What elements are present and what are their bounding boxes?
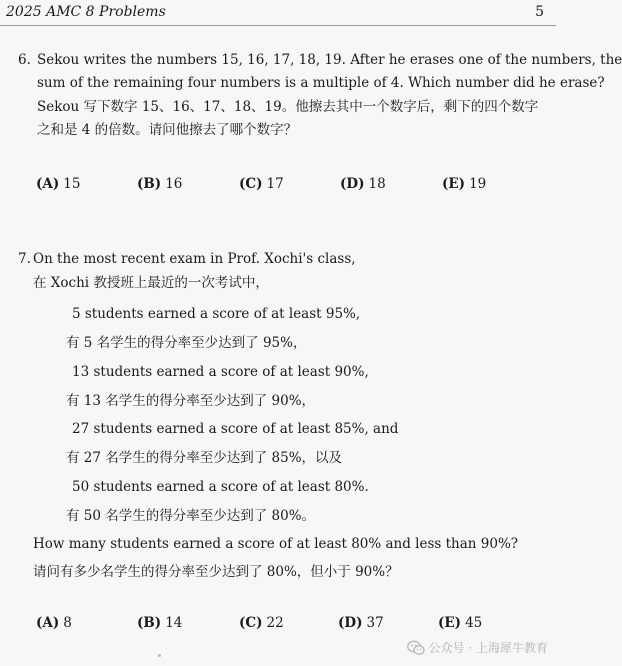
problem-6-text-line-1: Sekou writes the numbers 15, 16, 17, 18, 19. After he erases one of the numbers, the (37, 52, 622, 68)
choice-c: (C) 17 (239, 176, 284, 192)
problem-7-condition-3-zh: 有 27 名学生的得分率至少达到了 85%，以及 (66, 450, 343, 466)
choice-e: (E) 19 (442, 176, 487, 192)
problem-7-condition-2: 13 students earned a score of at least 90%, (72, 364, 369, 380)
problem-7-condition-4-zh: 有 50 名学生的得分率至少达到了 80%。 (66, 508, 316, 524)
problem-7-condition-1-zh: 有 5 名学生的得分率至少达到了 95%， (66, 335, 307, 351)
problem-6-text-line-2: sum of the remaining four numbers is a multiple of 4. Which number did he erase? (37, 75, 605, 91)
problem-7-condition-4: 50 students earned a score of at least 80%. (72, 479, 369, 495)
choice-a: (A) 8 (36, 615, 72, 631)
choice-e: (E) 45 (438, 615, 483, 631)
problem-7-question-zh: 请问有多少名学生的得分率至少达到了 80%，但小于 90%？ (33, 564, 399, 580)
problem-6-zh-line-1: Sekou 写下数字 15、16、17、18、19。他擦去其中一个数字后，剩下的四个数字 (37, 99, 539, 115)
choice-b: (B) 14 (137, 615, 183, 631)
page-header (6, 4, 550, 24)
choice-b: (B) 16 (137, 176, 183, 192)
problem-7-question: How many students earned a score of at least 80% and less than 90%? (33, 536, 519, 552)
problem-6-choices (0, 175, 556, 195)
watermark (407, 639, 548, 656)
header-divider (0, 25, 556, 26)
choice-d: (D) 37 (338, 615, 384, 631)
watermark-text: 公众号 · 上海犀牛教育 (428, 641, 548, 655)
problem-7-zh-intro: 在 Xochi 教授班上最近的一次考试中， (33, 275, 269, 291)
choice-a: (A) 15 (36, 176, 81, 192)
problem-7-intro: On the most recent exam in Prof. Xochi's class, (33, 251, 356, 267)
problem-7-condition-2-zh: 有 13 名学生的得分率至少达到了 90%， (66, 393, 316, 409)
page-number: 5 (535, 4, 544, 20)
problem-7-number: 7. (18, 251, 31, 267)
problem-7-condition-3: 27 students earned a score of at least 85%, and (72, 421, 399, 437)
choice-d: (D) 18 (340, 176, 386, 192)
header-title: 2025 AMC 8 Problems (6, 4, 166, 20)
problem-6-zh-line-2: 之和是 4 的倍数。请问他擦去了哪个数字？ (37, 122, 298, 138)
stray-dot (158, 654, 161, 657)
wechat-icon (407, 640, 425, 656)
problem-7-choices (0, 614, 556, 634)
choice-c: (C) 22 (239, 615, 284, 631)
problem-7-condition-1: 5 students earned a score of at least 95%, (72, 306, 361, 322)
problem-6-number: 6. (18, 52, 31, 68)
